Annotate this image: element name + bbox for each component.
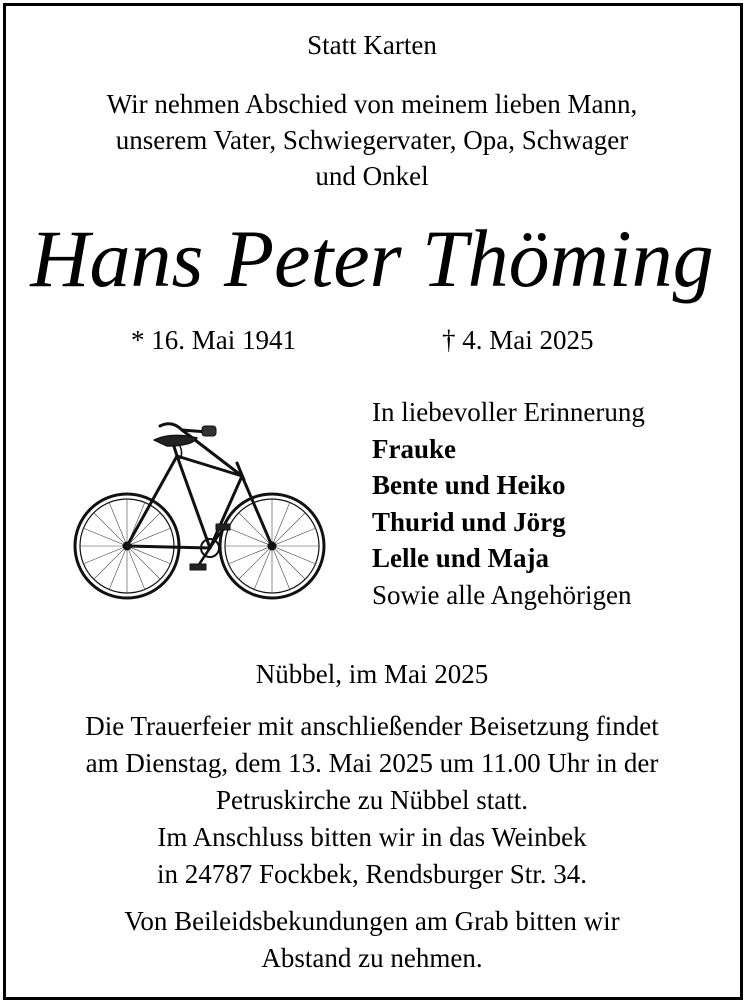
mourners-block <box>372 394 732 614</box>
deceased-name: Hans Peter Thöming <box>30 213 714 304</box>
mourner-name: Thurid und Jörg <box>372 506 566 537</box>
death-date: † 4. Mai 2025 <box>442 325 594 355</box>
mourners-intro: In liebevoller Erinnerung <box>372 397 645 427</box>
mourners-closing: Sowie alle Angehörigen <box>372 579 632 610</box>
service-line-4: Im Anschluss bitten wir in das Weinbek <box>157 822 587 852</box>
intro-line-3: und Onkel <box>315 161 429 191</box>
mourner-name: Frauke <box>372 433 456 464</box>
service-line-2: am Dienstag, dem 13. Mai 2025 um 11.00 Uhr in der <box>85 748 659 778</box>
service-line-5: in 24787 Fockbek, Rendsburger Str. 34. <box>157 859 587 889</box>
intro-line-2: unserem Vater, Schwiegervater, Opa, Schwager <box>115 125 629 155</box>
birth-date: * 16. Mai 1941 <box>131 325 296 355</box>
place-date: Nübbel, im Mai 2025 <box>255 659 489 689</box>
bicycle-icon <box>72 418 332 604</box>
statt-karten: Statt Karten <box>307 30 437 60</box>
condolence-line-1: Von Beileidsbekundungen am Grab bitten wir <box>124 906 620 936</box>
condolence-line-2: Abstand zu nehmen. <box>261 943 483 973</box>
service-line-3: Petruskirche zu Nübbel statt. <box>216 785 528 815</box>
mourner-name: Bente und Heiko <box>372 470 566 501</box>
service-line-1: Die Trauerfeier mit anschließender Beisetzung findet <box>85 711 659 741</box>
intro-line-1: Wir nehmen Abschied von meinem lieben Mann, <box>106 89 638 119</box>
mourner-name: Lelle und Maja <box>372 543 550 574</box>
